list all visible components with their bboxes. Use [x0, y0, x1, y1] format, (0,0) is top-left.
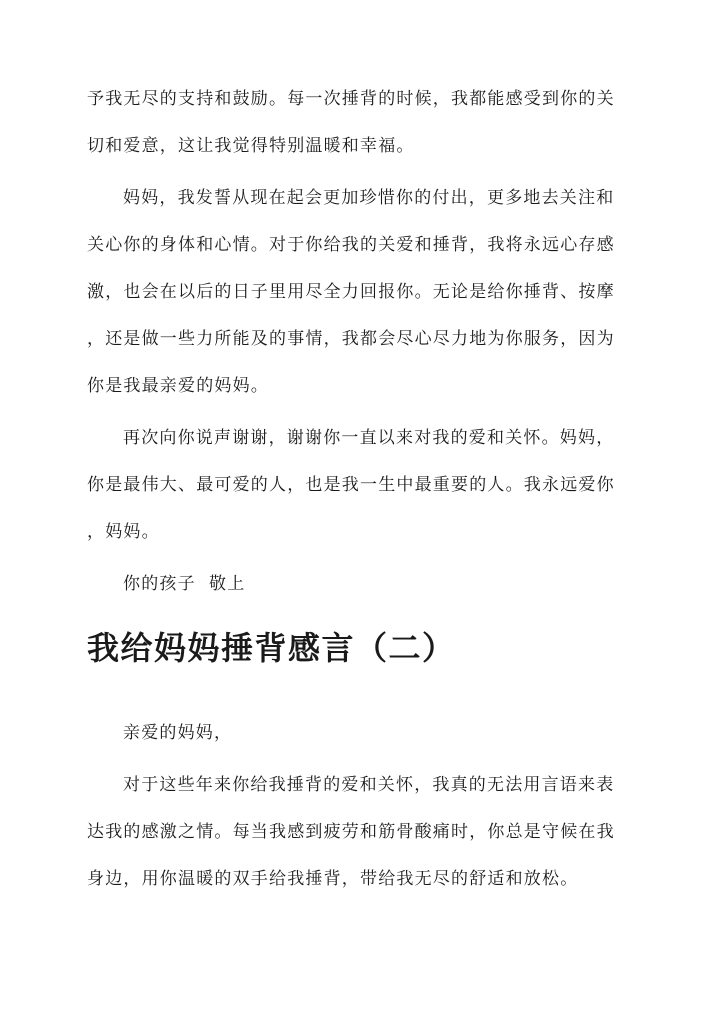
paragraph-continuation — [87, 76, 633, 170]
text-line: 切和爱意，这让我觉得特别温暖和幸福。 — [87, 136, 415, 156]
text-line: 你是我最亲爱的妈妈。 — [87, 376, 269, 396]
text-line: 予我无尽的支持和鼓励。每一次捶背的时候，我都能感受到你的关 — [87, 89, 615, 109]
text-line: 关心你的身体和心情。对于你给我的关爱和捶背，我将永远心存感 — [87, 235, 615, 255]
text-line: 达我的感激之情。每当我感到疲劳和筋骨酸痛时，你总是守候在我 — [87, 822, 615, 842]
text-line: ，还是做一些力所能及的事情，我都会尽心尽力地为你服务，因为 — [87, 329, 615, 349]
text-line: 身边，用你温暖的双手给我捶背，带给我无尽的舒适和放松。 — [87, 869, 579, 889]
text-line: 你的孩子 敬上 — [123, 574, 246, 594]
text-line: 妈妈，我发誓从现在起会更加珍惜你的付出，更多地去关注和 — [123, 188, 615, 208]
section-heading: 我给妈妈捶背感言（二） — [87, 629, 456, 667]
text-line: 你是最伟大、最可爱的人，也是我一生中最重要的人。我永远爱你 — [87, 475, 615, 495]
paragraph-thanks — [87, 415, 633, 556]
paragraph-salutation — [87, 710, 633, 757]
text-line: 亲爱的妈妈， — [123, 723, 233, 743]
text-line: 再次向你说声谢谢，谢谢你一直以来对我的爱和关怀。妈妈， — [123, 428, 615, 448]
text-line: ，妈妈。 — [87, 522, 160, 542]
signature-line — [87, 561, 633, 608]
document-page — [87, 76, 633, 903]
text-line: 对于这些年来你给我捶背的爱和关怀，我真的无法用言语来表 — [123, 775, 615, 795]
paragraph-promise — [87, 175, 633, 410]
paragraph-gratitude — [87, 762, 633, 903]
text-line: 激，也会在以后的日子里用尽全力回报你。无论是给你捶背、按摩 — [87, 282, 615, 302]
